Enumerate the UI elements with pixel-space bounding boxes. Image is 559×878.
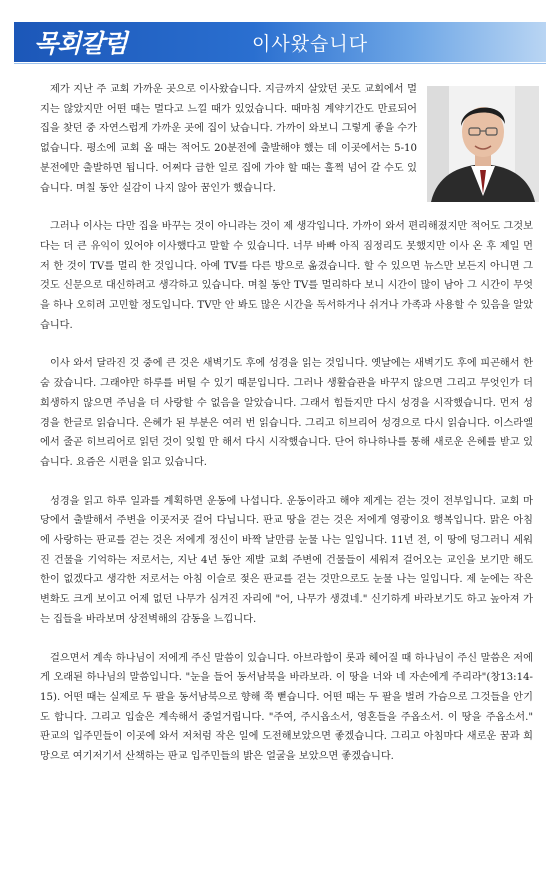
header-divider: [14, 63, 546, 64]
paragraph-4: 성경을 읽고 하루 일과를 계획하면 운동에 나섭니다. 운동이라고 해야 제게는 걷는 것이 전부입니다. 교회 마당에서 출발해서 주변을 이곳저곳 걸어 다닙니다. 판교 땅을 걷는 것은 저에게 영광이요 행복입니다. 맑은 아침에 사랑하는 판교를 걷는 것은 저에게 정신이 바짝 날만큼 눈물 나는 일입니다. 11년 전, 이 땅에 덩그러니 세워진 건물을 기억하는 저로서는, 지난 4년 동안 제발 교회 주변에 건물들이 세워져 걸어오는 교인을 보기만 해도 한이 없겠다고 생각한 저로서는 아침 이슬로 젖은 판교를 걷는 것만으로도 눈물 나는 일입니다. 제 눈에는 작은 변화도 크게 보이고 어제 없던 나무가 심겨진 자리에 "어, 나무가 생겼네." 신기하게 바라보기도 하고 높아져 가는 집들을 바라보며 상전벽해의 감동을 느낍니다.: [40, 495, 533, 625]
paragraph-1: 제가 지난 주 교회 가까운 곳으로 이사왔습니다. 지금까지 살았던 곳도 교회에서 멀지는 않았지만 어떤 때는 멀다고 느낄 때가 있었습니다. 때마침 계약기간도 만료되어 집을 찾던 중 자연스럽게 가까운 곳에 집이 났습니다. 가까이 와보니 그렇게 좋을 수가 없습니다. 평소에 교회 올 때는 적어도 20분전에 출발해야 했는 데 이곳에서는 5-10분전에만 출발하면 됩니다. 어쩌다 급한 일로 집에 가야 할 때는 훌쩍 넘어 갈 수도 있습니다. 며칠 동안 실감이 나지 않아 꿈인가 했습니다.: [40, 84, 417, 194]
column-title: 목회칼럼: [34, 29, 127, 58]
article-title: 이사왔습니다: [252, 33, 369, 55]
paragraph-2: 그러나 이사는 다만 집을 바꾸는 것이 아니라는 것이 제 생각입니다. 가까이 와서 편리해졌지만 적어도 그것보다는 더 큰 유익이 있어야 이사했다고 말할 수 있습니다. 너무 바빠 아직 짐정리도 못했지만 이사 온 후 제일 먼저 한 것이 TV를 멀리 한 것입니다. 아예 TV를 다른 방으로 옮겼습니다. 할 수 있으면 뉴스만 보든지 아니면 그것도 신문으로 대신하려고 생각하고 있습니다. 며칠 동안 TV를 멀리하다 보니 시간이 많이 남아 그 시간이 무엇을 하나 오히려 고민할 정도입니다. TV만 안 봐도 많은 시간을 독서하거나 쉬거나 가족과 사용할 수 있음을 알았습니다.: [40, 221, 533, 331]
column-header-banner: [14, 22, 546, 62]
paragraph-5: 걸으면서 계속 하나님이 저에게 주신 말씀이 있습니다. 아브라함이 롯과 헤어질 때 하나님이 주신 말씀은 저에게 오래된 하나님의 말씀입니다. "눈을 들어 동서남북을 바라보라. 이 땅을 너와 네 자손에게 주리라"(창13:14-15). 어떤 때는 실제로 두 팔을 동서남북으로 향해 쭉 뻗습니다. 어떤 때는 두 팔을 벌려 가슴으로 그것들을 안기도 합니다. 그리고 입술은 계속해서 중얼거립니다. "주여, 주시옵소서, 영혼들을 주옵소서. 이 땅을 주옵소서." 판교의 입주민들이 이곳에 와서 저처럼 작은 일에 도전해보았으면 좋겠습니다. 그리고 아침마다 새로운 꿈과 희망으로 여기저기서 산책하는 판교 입주민들의 밝은 얼굴을 보았으면 좋겠습니다.: [40, 652, 533, 763]
paragraph-3: 이사 와서 달라진 것 중에 큰 것은 새벽기도 후에 성경을 읽는 것입니다. 옛날에는 새벽기도 후에 피곤해서 한 숨 잤습니다. 그래야만 하루를 버틸 수 있기 때문입니다. 그러나 생활습관을 바꾸지 않으면 그리고 무엇인가 더 희생하지 않으면 주님을 더 사랑할 수 없음을 알았습니다. 그래서 힘들지만 다시 성경을 시작했습니다. 먼저 성경을 한글로 읽습니다. 은혜가 된 부분은 여러 번 읽습니다. 그리고 히브리어 성경으로 다시 읽습니다. 이스라엘에서 줄곧 히브리어로 읽던 것이 잊힐 만 해서 다시 시작했습니다. 단어 하나하나를 통해 새로운 은혜를 받고 있습니다. 요즘은 시편을 읽고 있습니다.: [40, 358, 533, 468]
column-body: [40, 80, 533, 786]
